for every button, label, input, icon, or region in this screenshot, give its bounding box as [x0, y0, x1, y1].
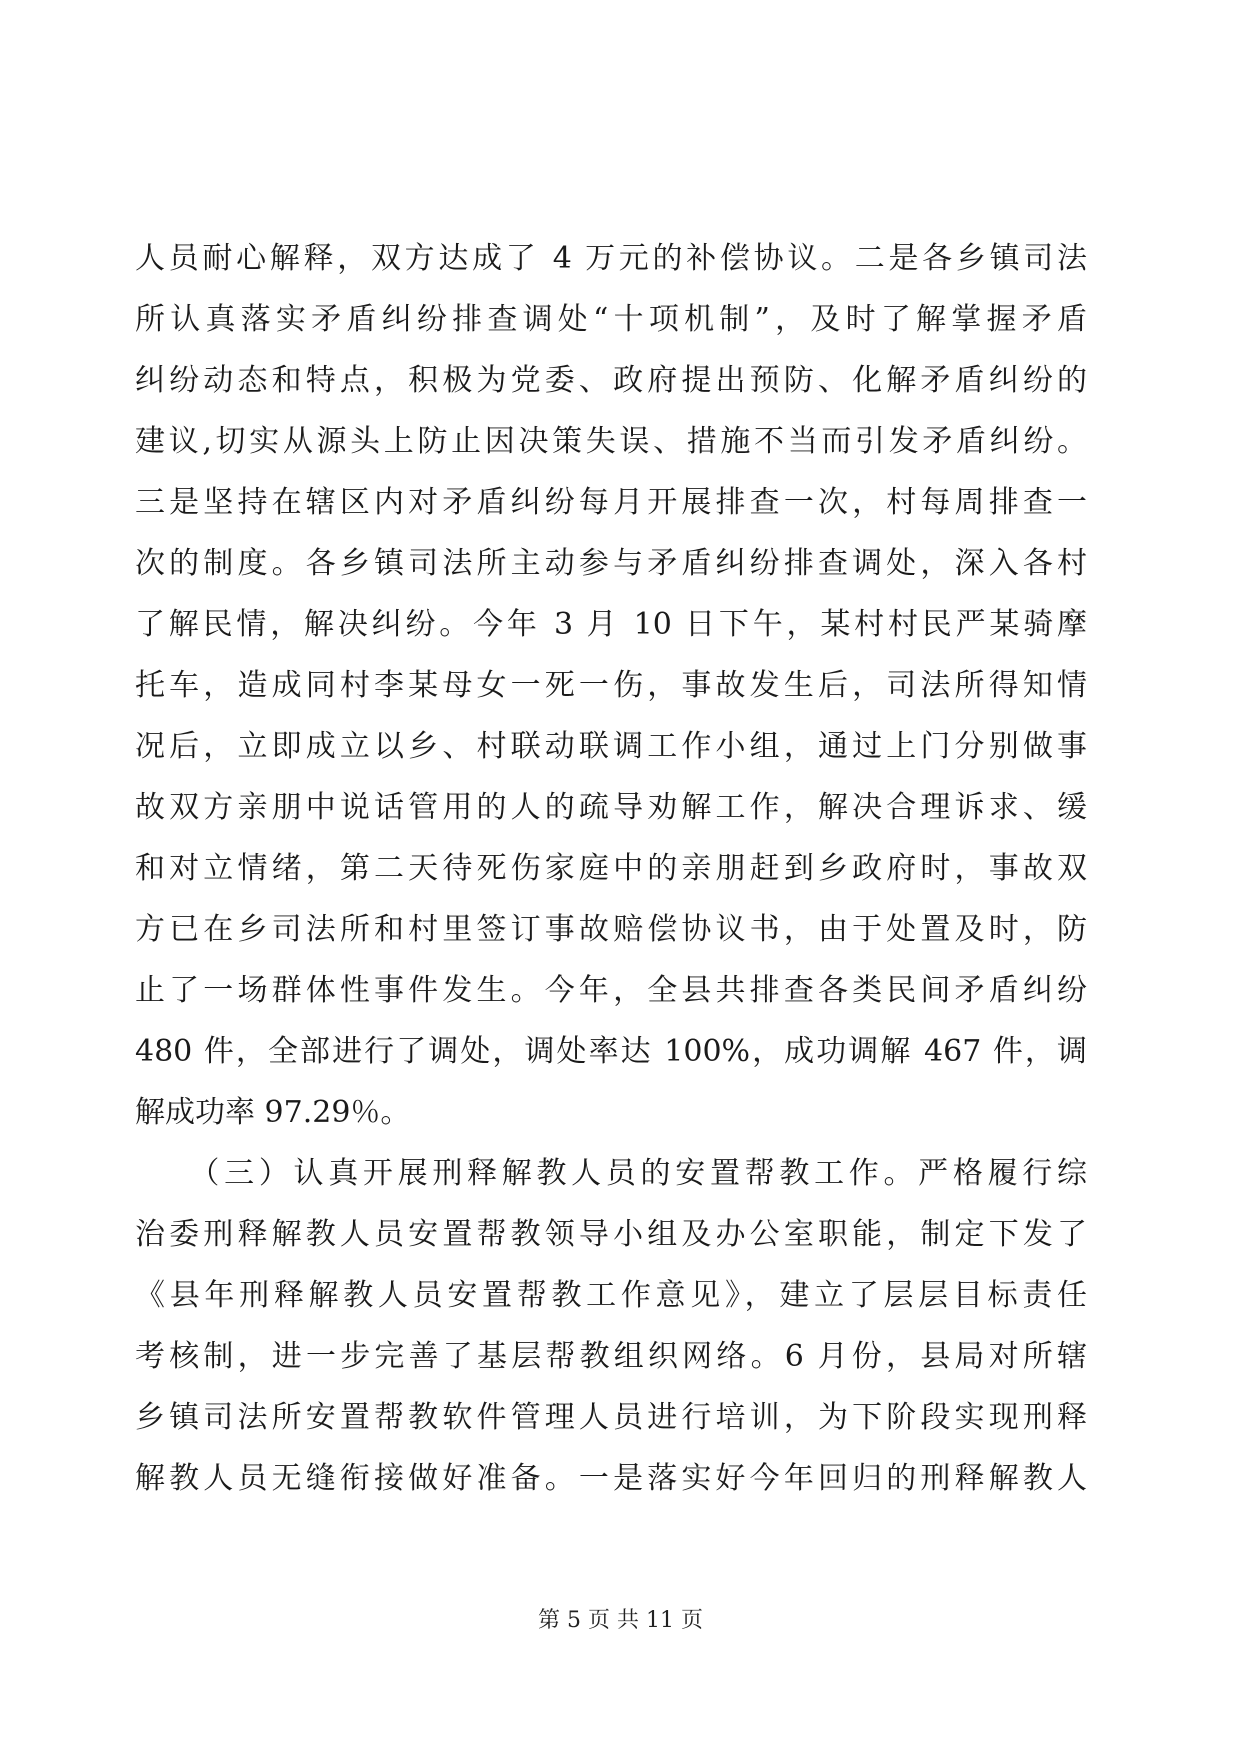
text-line: 托车，造成同村李某母女一死一伤，事故发生后，司法所得知情 — [135, 668, 1087, 703]
text-line: 《县年刑释解教人员安置帮教工作意见》，建立了层层目标责任 — [135, 1278, 1087, 1313]
text-line: 乡镇司法所安置帮教软件管理人员进行培训，为下阶段实现刑释 — [135, 1400, 1087, 1435]
text-line: 480 件，全部进行了调处，调处率达 100%，成功调解 467 件，调 — [135, 1034, 1087, 1069]
text-line: 况后，立即成立以乡、村联动联调工作小组，通过上门分别做事 — [135, 729, 1087, 764]
text-line: 纠纷动态和特点，积极为党委、政府提出预防、化解矛盾纠纷的 — [135, 363, 1087, 398]
body-text — [135, 228, 1087, 1509]
text-line: 解成功率 97.29％。 — [135, 1095, 411, 1130]
text-line: 解教人员无缝衔接做好准备。一是落实好今年回归的刑释解教人 — [135, 1461, 1087, 1496]
text-line: 建议,切实从源头上防止因决策失误、措施不当而引发矛盾纠纷。 — [135, 424, 1087, 459]
text-line: 故双方亲朋中说话管用的人的疏导劝解工作，解决合理诉求、缓 — [135, 790, 1087, 825]
text-line: （三）认真开展刑释解教人员的安置帮教工作。严格履行综 — [135, 1156, 1087, 1191]
text-line: 方已在乡司法所和村里签订事故赔偿协议书，由于处置及时，防 — [135, 912, 1087, 947]
text-line: 了解民情，解决纠纷。今年 3 月 10 日下午，某村村民严某骑摩 — [135, 607, 1087, 642]
text-line: 止了一场群体性事件发生。今年，全县共排查各类民间矛盾纠纷 — [135, 973, 1087, 1008]
text-line: 次的制度。各乡镇司法所主动参与矛盾纠纷排查调处，深入各村 — [135, 546, 1087, 581]
text-line: 人员耐心解释，双方达成了 4 万元的补偿协议。二是各乡镇司法 — [135, 241, 1087, 276]
text-line: 所认真落实矛盾纠纷排查调处“十项机制”，及时了解掌握矛盾 — [135, 302, 1087, 337]
text-line: 三是坚持在辖区内对矛盾纠纷每月开展排查一次，村每周排查一 — [135, 485, 1087, 520]
page-footer: 第 5 页 共 11 页 — [538, 1608, 703, 1633]
text-line: 治委刑释解教人员安置帮教领导小组及办公室职能，制定下发了 — [135, 1217, 1087, 1252]
text-line: 和对立情绪，第二天待死伤家庭中的亲朋赶到乡政府时，事故双 — [135, 851, 1087, 886]
text-line: 考核制，进一步完善了基层帮教组织网络。6 月份，县局对所辖 — [135, 1339, 1087, 1374]
